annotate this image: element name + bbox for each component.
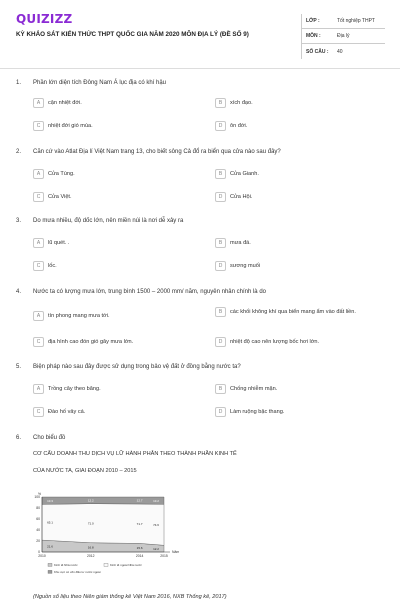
option-a[interactable] [33, 169, 75, 179]
data-label-state: 12.2 [153, 546, 159, 551]
option-text: Cửa Tùng. [48, 171, 75, 177]
chart-layer [34, 492, 179, 574]
legend-swatch [48, 563, 52, 566]
meta-value: 40 [337, 48, 343, 55]
meta-table [301, 14, 385, 59]
x-tick-label: 2015 [160, 554, 168, 558]
y-tick-label: 60 [36, 517, 40, 522]
legend-swatch [48, 570, 52, 573]
option-b[interactable] [215, 384, 277, 394]
option-c[interactable] [33, 337, 133, 347]
x-tick-label: 2012 [87, 554, 95, 558]
option-text: mưa đá. [230, 240, 251, 246]
option-a[interactable] [33, 384, 101, 394]
option-text: Cửa Việt. [48, 194, 72, 200]
option-a[interactable] [33, 238, 69, 248]
legend-label: Khu vực có vốn đầu tư nước ngoài [54, 570, 101, 574]
y-tick-label: 0 [38, 550, 40, 555]
question-text: Cho biểu đồ [33, 435, 66, 441]
meta-row-class [302, 14, 385, 29]
data-label-non-state: 74.6 [153, 522, 159, 527]
data-label-state: 16.8 [87, 545, 94, 550]
option-letter-box: D [215, 407, 226, 417]
option-letter-box: C [33, 407, 44, 417]
option-text: tín phong mang mưa tới. [48, 313, 110, 319]
question-number: 6. [16, 435, 22, 441]
legend-swatch [104, 563, 108, 566]
question-number: 3. [16, 218, 22, 224]
data-label-fdi: 13.3 [47, 498, 53, 503]
option-text: địa hình cao đón gió gây mưa lớn. [48, 339, 134, 345]
option-text: lũ quét. . [48, 240, 70, 246]
question-text: Do mưa nhiều, độ dốc lớn, nên miền núi là nơi dễ xảy ra [33, 218, 184, 224]
area-series-3 [42, 497, 164, 504]
option-text: Cửa Hội. [230, 194, 253, 200]
page-title: KỲ KHẢO SÁT KIẾN THỨC THPT QUỐC GIA NĂM 2020 MÔN ĐỊA LÝ (ĐỀ SỐ 9) [16, 31, 249, 38]
option-d[interactable] [215, 337, 319, 347]
y-tick-label: 20 [36, 539, 40, 544]
x-axis-title: Năm [172, 550, 180, 554]
option-b[interactable] [215, 98, 253, 108]
question-text: Căn cứ vào Atlat Địa lí Việt Nam trang 13, cho biết sông Cả đổ ra biển qua cửa nào sau đây? [33, 149, 281, 155]
option-letter-box: B [215, 384, 226, 394]
data-label-state: 15.6 [136, 545, 143, 550]
option-letter-box: B [215, 98, 226, 108]
question-text: Nước ta có lượng mưa lớn, trung bình 1500 – 2000 mm/ năm, nguyên nhân chính là do [33, 289, 266, 295]
meta-key: SỐ CÂU : [306, 48, 329, 55]
option-text: ôn đới. [230, 123, 248, 129]
option-d[interactable] [215, 192, 252, 202]
option-d[interactable] [215, 261, 260, 271]
meta-value: Địa lý [337, 33, 350, 39]
option-letter-box: B [215, 169, 226, 179]
area-chart [26, 489, 196, 584]
option-letter-box: C [33, 337, 44, 347]
option-text: nhiệt độ cao nên lượng bốc hơi lớn. [230, 339, 320, 345]
option-text: Chống nhiễm mặn. [230, 386, 278, 392]
y-tick-label: 80 [36, 506, 40, 511]
meta-row-subject [302, 29, 385, 44]
option-letter-box: D [215, 192, 226, 202]
option-c[interactable] [33, 261, 57, 271]
chart-title-line-2: CỦA NƯỚC TA, GIAI ĐOẠN 2010 – 2015 [33, 468, 137, 474]
chart-source-note: (Nguồn số liệu theo Niên giám thống kê Việt Nam 2016, NXB Thống kê, 2017) [33, 594, 227, 600]
y-tick-label: 100 [34, 495, 40, 500]
y-axis-unit: % [38, 492, 42, 496]
meta-key: MÔN : [306, 33, 321, 39]
option-a[interactable] [33, 311, 110, 321]
x-tick-label: 2014 [135, 554, 144, 558]
option-text: các khối không khí qua biển mang ẩm vào đất liền. [230, 309, 356, 315]
question-number: 5. [16, 364, 22, 370]
option-text: Trồng cây theo băng. [48, 386, 101, 392]
option-text: nhiệt đới gió mùa. [48, 123, 93, 129]
option-b[interactable] [215, 307, 365, 317]
chart-title-line-1: CƠ CẤU DOANH THU DỊCH VỤ LỮ HÀNH PHÂN THEO THÀNH PHẦN KINH TẾ [33, 451, 237, 457]
option-letter-box: A [33, 384, 44, 394]
option-text: lốc. [48, 263, 57, 269]
option-letter-box: A [33, 238, 44, 248]
option-letter-box: A [33, 311, 44, 321]
y-tick-label: 40 [36, 528, 40, 533]
option-text: Làm ruộng bậc thang. [230, 409, 285, 415]
option-c[interactable] [33, 121, 93, 131]
question-text: Biện pháp nào sau đây được sử dụng trong bảo vệ đất ở đồng bằng nước ta? [33, 364, 241, 370]
question-text: Phần lớn diện tích Đông Nam Á lục địa có khí hậu [33, 80, 167, 86]
option-letter-box: D [215, 121, 226, 131]
question-number: 4. [16, 289, 22, 295]
option-text: Đào hố vảy cá. [48, 409, 86, 415]
question-number: 2. [16, 149, 22, 155]
quizizz-logo: QUIZIZZ [16, 12, 73, 26]
option-text: sương muối [230, 263, 261, 269]
option-d[interactable] [215, 407, 284, 417]
option-d[interactable] [215, 121, 247, 131]
option-letter-box: A [33, 169, 44, 179]
option-text: Cửa Gianh. [230, 171, 259, 177]
option-c[interactable] [33, 192, 72, 202]
option-letter-box: D [215, 261, 226, 271]
option-letter-box: C [33, 261, 44, 271]
x-tick-label: 2010 [38, 554, 46, 558]
option-letter-box: A [33, 98, 44, 108]
header-divider [0, 68, 400, 69]
legend-label: Kinh tế ngoài Nhà nước [110, 563, 142, 567]
option-letter-box: B [215, 238, 226, 248]
option-letter-box: C [33, 121, 44, 131]
option-a[interactable] [33, 98, 82, 108]
data-label-fdi: 12.7 [136, 498, 143, 503]
option-b[interactable] [215, 238, 251, 248]
meta-value: Tốt nghiệp THPT [337, 18, 375, 24]
question-number: 1. [16, 80, 22, 86]
worksheet-header [16, 12, 386, 62]
meta-row-count [302, 44, 385, 59]
option-c[interactable] [33, 407, 85, 417]
option-text: cận nhiệt đới. [48, 100, 82, 106]
data-label-state: 21.6 [47, 544, 53, 549]
data-label-non-state: 71.7 [136, 521, 143, 526]
data-label-fdi: 12.2 [87, 498, 94, 503]
data-label-non-state: 65.1 [47, 520, 53, 525]
legend-label: Kinh tế Nhà nước [54, 563, 78, 567]
option-letter-box: B [215, 307, 226, 317]
option-b[interactable] [215, 169, 259, 179]
option-letter-box: C [33, 192, 44, 202]
option-letter-box: D [215, 337, 226, 347]
data-label-fdi: 13.2 [153, 498, 159, 503]
data-label-non-state: 71.0 [87, 521, 94, 526]
meta-key: LỚP : [306, 18, 320, 24]
option-text: xích đạo. [230, 100, 253, 106]
